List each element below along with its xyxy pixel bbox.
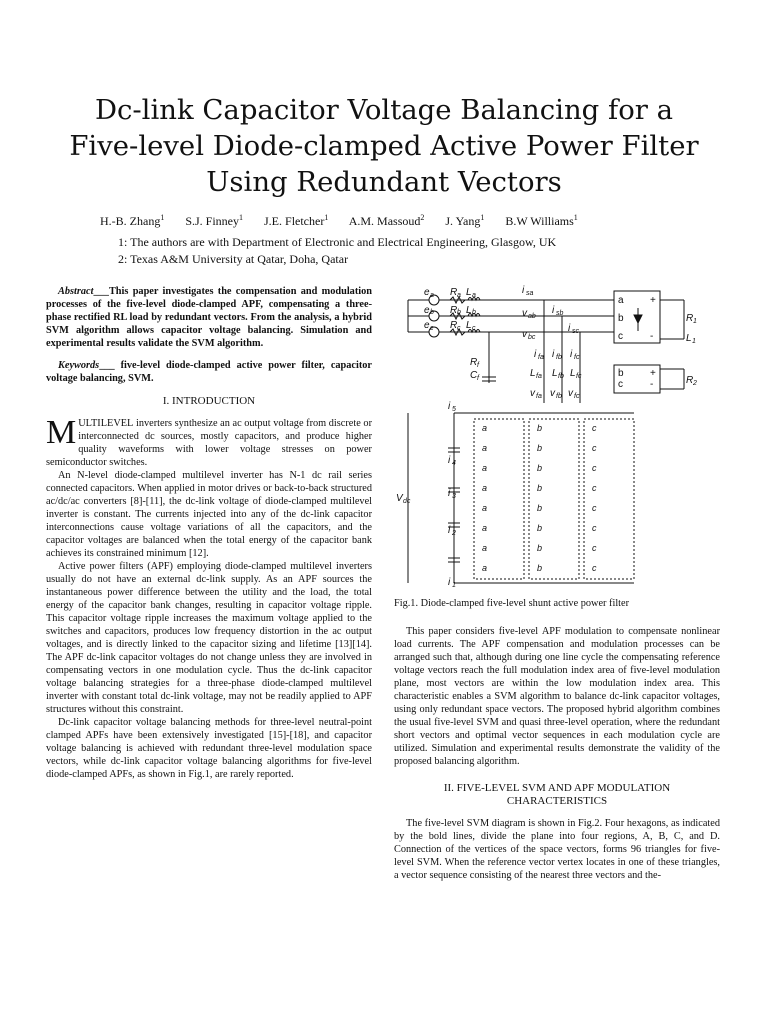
svg-text:a: a [482,543,488,553]
svg-text:b: b [430,309,434,316]
label-rf: R [470,357,478,368]
intro-paragraph-2: An N-level diode-clamped multilevel inverter has N-1 dc rail series connected capacitors. When applied in motor drives or back-to-back structured ac/dc/ac converters [8]-[11], the dc-link voltage of diode-clamped multilevel inverter is constant. The currents injected into any of the dc-link capacitor interconnections cause voltage variations of all the capacitors, and the capacitor voltages are balanced when the total energy of the capacitor bank achieves its constrained minimum [12]. [46,470,372,559]
label-cf: C [470,370,478,381]
author-list [100,213,700,229]
label-ec: e [424,320,430,331]
keywords-text: five-level diode-clamped active power filter, capacitor voltage balancing, SVM. [46,360,372,384]
svg-text:a: a [482,443,488,453]
abstract: Abstract___This paper investigates the compensation and modulation processes of the five-level diode-clamped APF, compensating a three-phase rectified RL load by redundant vectors. From the analysis, a hybrid SVM algorithm allows capacitor voltage balancing. Simulation and experimental results validate the SVM algorithm. [46,286,372,349]
author: S.J. Finney$^1$ [185,213,244,228]
abstract-lead: Abstract [58,286,94,297]
svg-text:a: a [457,292,461,299]
svg-text:b: b [457,309,461,316]
svg-text:fc: fc [576,373,582,380]
first-word: ULTILEVEL [78,418,134,429]
svg-text:fc: fc [574,354,580,361]
svg-text:1: 1 [692,338,696,345]
svg-text:b: b [537,443,543,453]
label-eb: e [424,305,430,316]
svg-text:-: - [650,331,654,342]
label-isa: i [522,285,525,296]
svg-text:c: c [592,443,597,453]
abstract-text: This paper investigates the compensation and modulation processes of the five-level diode-clamped APF, compensating a three-phase rectified RL load by redundant vectors. From the analysis, a hybrid SVM algorithm allows capacitor voltage balancing. Simulation and experimental results validate the SVM algorithm. [46,286,372,349]
label-ea: e [424,287,430,298]
svg-text:bc: bc [528,334,536,341]
keywords: Keywords___ five-level diode-clamped active power filter, capacitor voltage balancing, SVM. [46,360,372,384]
svg-text:fa: fa [538,354,544,361]
svg-text:c: c [472,325,476,332]
paper-title [40,92,728,200]
label-rc: R [450,320,458,331]
inverter-legs [474,419,634,579]
svg-text:b: b [618,368,624,379]
drop-cap: M [46,414,77,451]
svg-text:ab: ab [528,313,536,320]
label-lfc: L [570,368,576,379]
svg-text:2: 2 [452,530,456,537]
label-lb: L [466,305,472,316]
label-i5: i [448,401,451,412]
svg-text:a: a [472,292,476,299]
svg-text:a: a [482,503,488,513]
svg-text:sa: sa [526,290,534,297]
svg-text:c: c [592,503,597,513]
svg-text:c: c [618,379,623,390]
left-column [46,285,372,781]
label-i1: i [448,577,451,588]
svg-text:a: a [482,523,488,533]
right-column [394,625,720,882]
section-heading-2: II. FIVE-LEVEL SVM AND APF MODULATION CHARACTERISTICS [443,782,671,807]
svg-text:sc: sc [572,328,579,335]
svg-text:c: c [592,423,597,433]
author: B.W Williams$^1$ [505,213,578,228]
svg-text:b: b [537,523,543,533]
svg-text:a: a [482,463,488,473]
svg-text:b: b [537,503,543,513]
keywords-lead: Keywords [58,360,100,371]
label-i2: i [448,525,451,536]
svg-text:b: b [537,423,543,433]
label-r2: R [686,375,694,386]
label-vfa: v [530,388,535,399]
label-ifb: i [552,349,555,360]
svg-text:b: b [537,483,543,493]
svg-text:fc: fc [574,393,580,400]
label-vfc: v [568,388,573,399]
svg-text:fb: fb [556,354,562,361]
label-isc: i [568,323,571,334]
svg-text:b: b [537,563,543,573]
label-lc: L [466,320,472,331]
svg-text:1: 1 [693,318,697,325]
label-lfa: L [530,368,536,379]
svg-text:a: a [482,423,488,433]
intro-paragraph-1: MULTILEVEL inverters synthesize an ac output voltage from discrete or interconnected dc sources, mostly capacitors, and produce higher quality waveforms with lower voltage stresses on power semiconductor switches. [46,414,373,468]
svg-text:fa: fa [536,373,542,380]
label-i3: i [448,488,451,499]
label-vab: v [522,308,527,319]
svg-text:f: f [477,375,479,382]
svg-text:fb: fb [558,373,564,380]
figure-1-caption: Fig.1. Diode-clamped five-level shunt active power filter [394,598,630,609]
svg-text:a: a [482,483,488,493]
svg-text:a: a [482,563,488,573]
svg-text:c: c [430,325,434,332]
svg-text:-: - [650,379,654,390]
svg-text:c: c [618,331,623,342]
svg-text:a: a [618,295,624,306]
svg-text:sb: sb [556,310,564,317]
author: H.-B. Zhang$^1$ [100,213,165,228]
svg-text:b: b [618,313,624,324]
svg-text:c: c [457,325,461,332]
figure-1-circuit-diagram [394,283,724,593]
svg-text:5: 5 [452,406,456,413]
svg-text:c: c [592,483,597,493]
label-ifc: i [570,349,573,360]
svg-text:f: f [477,362,479,369]
section-heading-introduction: I. INTRODUCTION [162,395,256,407]
svg-text:b: b [537,543,543,553]
svg-text:3: 3 [452,493,456,500]
label-l1: L [686,333,692,344]
intro-paragraph-4: Dc-link capacitor voltage balancing methods for three-level neutral-point clamped APFs have been extensively investigated [15]-[18], and capacitor voltage balancing is achieved with redundant three-level modulation space vectors, while dc-link capacitor voltage balancing algorithms for five-level diode-clamped APFs, as shown in Fig.1, are rarely reported. [46,717,372,780]
right-paragraph-2: The five-level SVM diagram is shown in Fig.2. Four hexagons, as indicated by the bold lines, divide the plane into four regions, A, B, C, and D. Connection of the vertices of the space vectors, forms 96 triangles for five-level SVM. When the reference vector vertex locates in one of these triangles, a vector sequence consisting of the nearest three vectors and the- [394,818,720,881]
svg-text:c: c [592,463,597,473]
label-ra: R [450,287,458,298]
svg-text:2: 2 [693,380,697,387]
dc-link-capacitors [408,413,634,583]
label-r1: R [686,313,694,324]
author: J.E. Fletcher$^1$ [264,213,329,228]
label-vdc: V [396,493,403,504]
label-i4: i [448,455,451,466]
title-line-2: Five-level Diode-clamped Active Power Filter [69,130,699,162]
label-vbc: v [522,329,527,340]
author: A.M. Massoud$^2$ [348,213,425,228]
label-lfb: L [552,368,558,379]
label-la: L [466,287,472,298]
author: J. Yang$^1$ [445,213,485,228]
affiliation-2: 2: Texas A&M University at Qatar, Doha, Qatar [118,252,349,266]
svg-text:c: c [592,523,597,533]
svg-text:c: c [592,543,597,553]
label-isb: i [552,305,555,316]
affiliation-1: 1: The authors are with Department of Electronic and Electrical Engineering, Glasgow, UK [118,235,557,249]
svg-text:1: 1 [452,582,456,589]
intro-paragraph-3: Active power filters (APF) employing diode-clamped multilevel inverters usually do not have an external dc-link supply. As an APF sources the instantaneous power difference between the utility and the load, the total energy of the capacitor bank changes, resulting in capacitor voltage ripple. This capacitor voltage ripple increases the maximum voltage applied to the switches and capacitors, produces low frequency distortion in the ac output voltages, and is directly linked to the capacitor sizing and lifetime [13][14]. The APF dc-link capacitor voltages do not change unless they are involved in compensating vectors in one modulation cycle. Thus the dc-link capacitor voltage balancing strategies for a three-phase diode-clamped multilevel inverter with constant total dc-link voltage, may not be readily applied to APF structures without this constraint. [46,561,372,715]
label-vfb: v [550,388,555,399]
label-rb: R [450,305,458,316]
right-paragraph-1: This paper considers five-level APF modulation to compensate nonlinear load currents. The APF compensation and modulation processes can be arranged such that, although during one line cycle the compensating reference voltage vectors reach the full modulation index area of five-level modulation plane, most vectors are within the low modulation index area. This characteristic enables a SVM algorithm to balance dc-link capacitor voltages, using only redundant space vectors. The proposed hybrid algorithm combines the usual five-level SVM and quasi three-level operation, where the redundant short vectors and optimal vector sequences in each modulation cycle are utilized. Simulation and experimental results demonstrate the validity of the proposed balancing algorithm. [394,626,720,767]
svg-text:b: b [472,309,476,316]
svg-text:b: b [537,463,543,473]
svg-text:+: + [650,295,656,306]
svg-text:c: c [592,563,597,573]
svg-text:a: a [430,292,434,299]
svg-text:dc: dc [403,498,411,505]
svg-text:fa: fa [536,393,542,400]
svg-text:4: 4 [452,460,456,467]
rectifier-bridges [614,291,684,393]
svg-text:fb: fb [556,393,562,400]
svg-text:+: + [650,368,656,379]
label-ifa: i [534,349,537,360]
title-line-3: Using Redundant Vectors [206,166,562,198]
title-line-1: Dc-link Capacitor Voltage Balancing for a [94,94,674,126]
